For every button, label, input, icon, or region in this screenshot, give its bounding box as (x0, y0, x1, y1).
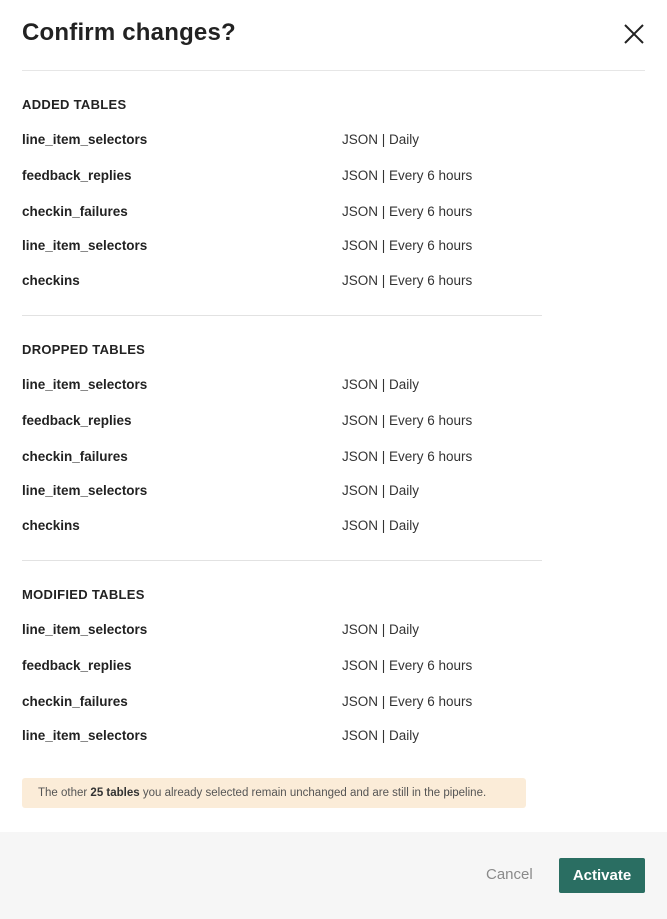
table-row (22, 413, 542, 433)
table-info: JSON | Daily (342, 132, 420, 147)
table-info: JSON | Every 6 hours (342, 273, 473, 288)
dialog-title: Confirm changes? (22, 19, 236, 46)
table-name: line_item_selectors (22, 483, 148, 498)
table-name: feedback_replies (22, 658, 132, 673)
table-row (22, 204, 542, 224)
table-name: line_item_selectors (22, 132, 148, 147)
dropped-tables-heading: DROPPED TABLES (22, 342, 146, 357)
table-info: JSON | Every 6 hours (342, 238, 473, 253)
table-info: JSON | Every 6 hours (342, 413, 473, 428)
table-name: checkin_failures (22, 449, 128, 464)
table-info: JSON | Daily (342, 483, 420, 498)
close-icon[interactable] (623, 23, 645, 45)
section-divider (22, 315, 542, 316)
table-row (22, 449, 542, 469)
table-row (22, 728, 542, 748)
section-divider (22, 560, 542, 561)
dialog-header (22, 0, 645, 71)
table-row (22, 483, 542, 503)
table-info: JSON | Every 6 hours (342, 204, 473, 219)
table-row (22, 168, 542, 188)
table-info: JSON | Daily (342, 377, 420, 392)
table-row (22, 238, 542, 258)
table-name: line_item_selectors (22, 377, 148, 392)
table-info: JSON | Every 6 hours (342, 658, 473, 673)
table-name: line_item_selectors (22, 238, 148, 253)
table-info: JSON | Every 6 hours (342, 694, 473, 709)
table-name: checkin_failures (22, 204, 128, 219)
table-row (22, 518, 542, 538)
table-name: feedback_replies (22, 168, 132, 183)
dialog-footer (0, 832, 667, 919)
table-row (22, 377, 542, 397)
added-tables-heading: ADDED TABLES (22, 97, 127, 112)
table-name: line_item_selectors (22, 728, 148, 743)
note-prefix: The other (38, 787, 91, 799)
table-info: JSON | Daily (342, 518, 420, 533)
table-info: JSON | Every 6 hours (342, 168, 473, 183)
table-name: line_item_selectors (22, 622, 148, 637)
note-suffix: you already selected remain unchanged and are still in the pipeline. (139, 787, 487, 799)
table-info: JSON | Daily (342, 622, 420, 637)
activate-button[interactable]: Activate (559, 858, 645, 893)
table-row (22, 694, 542, 714)
table-name: checkin_failures (22, 694, 128, 709)
table-row (22, 273, 542, 293)
table-name: checkins (22, 518, 80, 533)
table-info: JSON | Every 6 hours (342, 449, 473, 464)
note-count: 25 tables (90, 787, 140, 799)
table-name: checkins (22, 273, 80, 288)
cancel-button[interactable]: Cancel (486, 866, 533, 883)
table-info: JSON | Daily (342, 728, 420, 743)
unchanged-tables-note (22, 778, 526, 808)
table-row (22, 132, 542, 152)
table-name: feedback_replies (22, 413, 132, 428)
table-row (22, 658, 542, 678)
table-row (22, 622, 542, 642)
modified-tables-heading: MODIFIED TABLES (22, 587, 145, 602)
